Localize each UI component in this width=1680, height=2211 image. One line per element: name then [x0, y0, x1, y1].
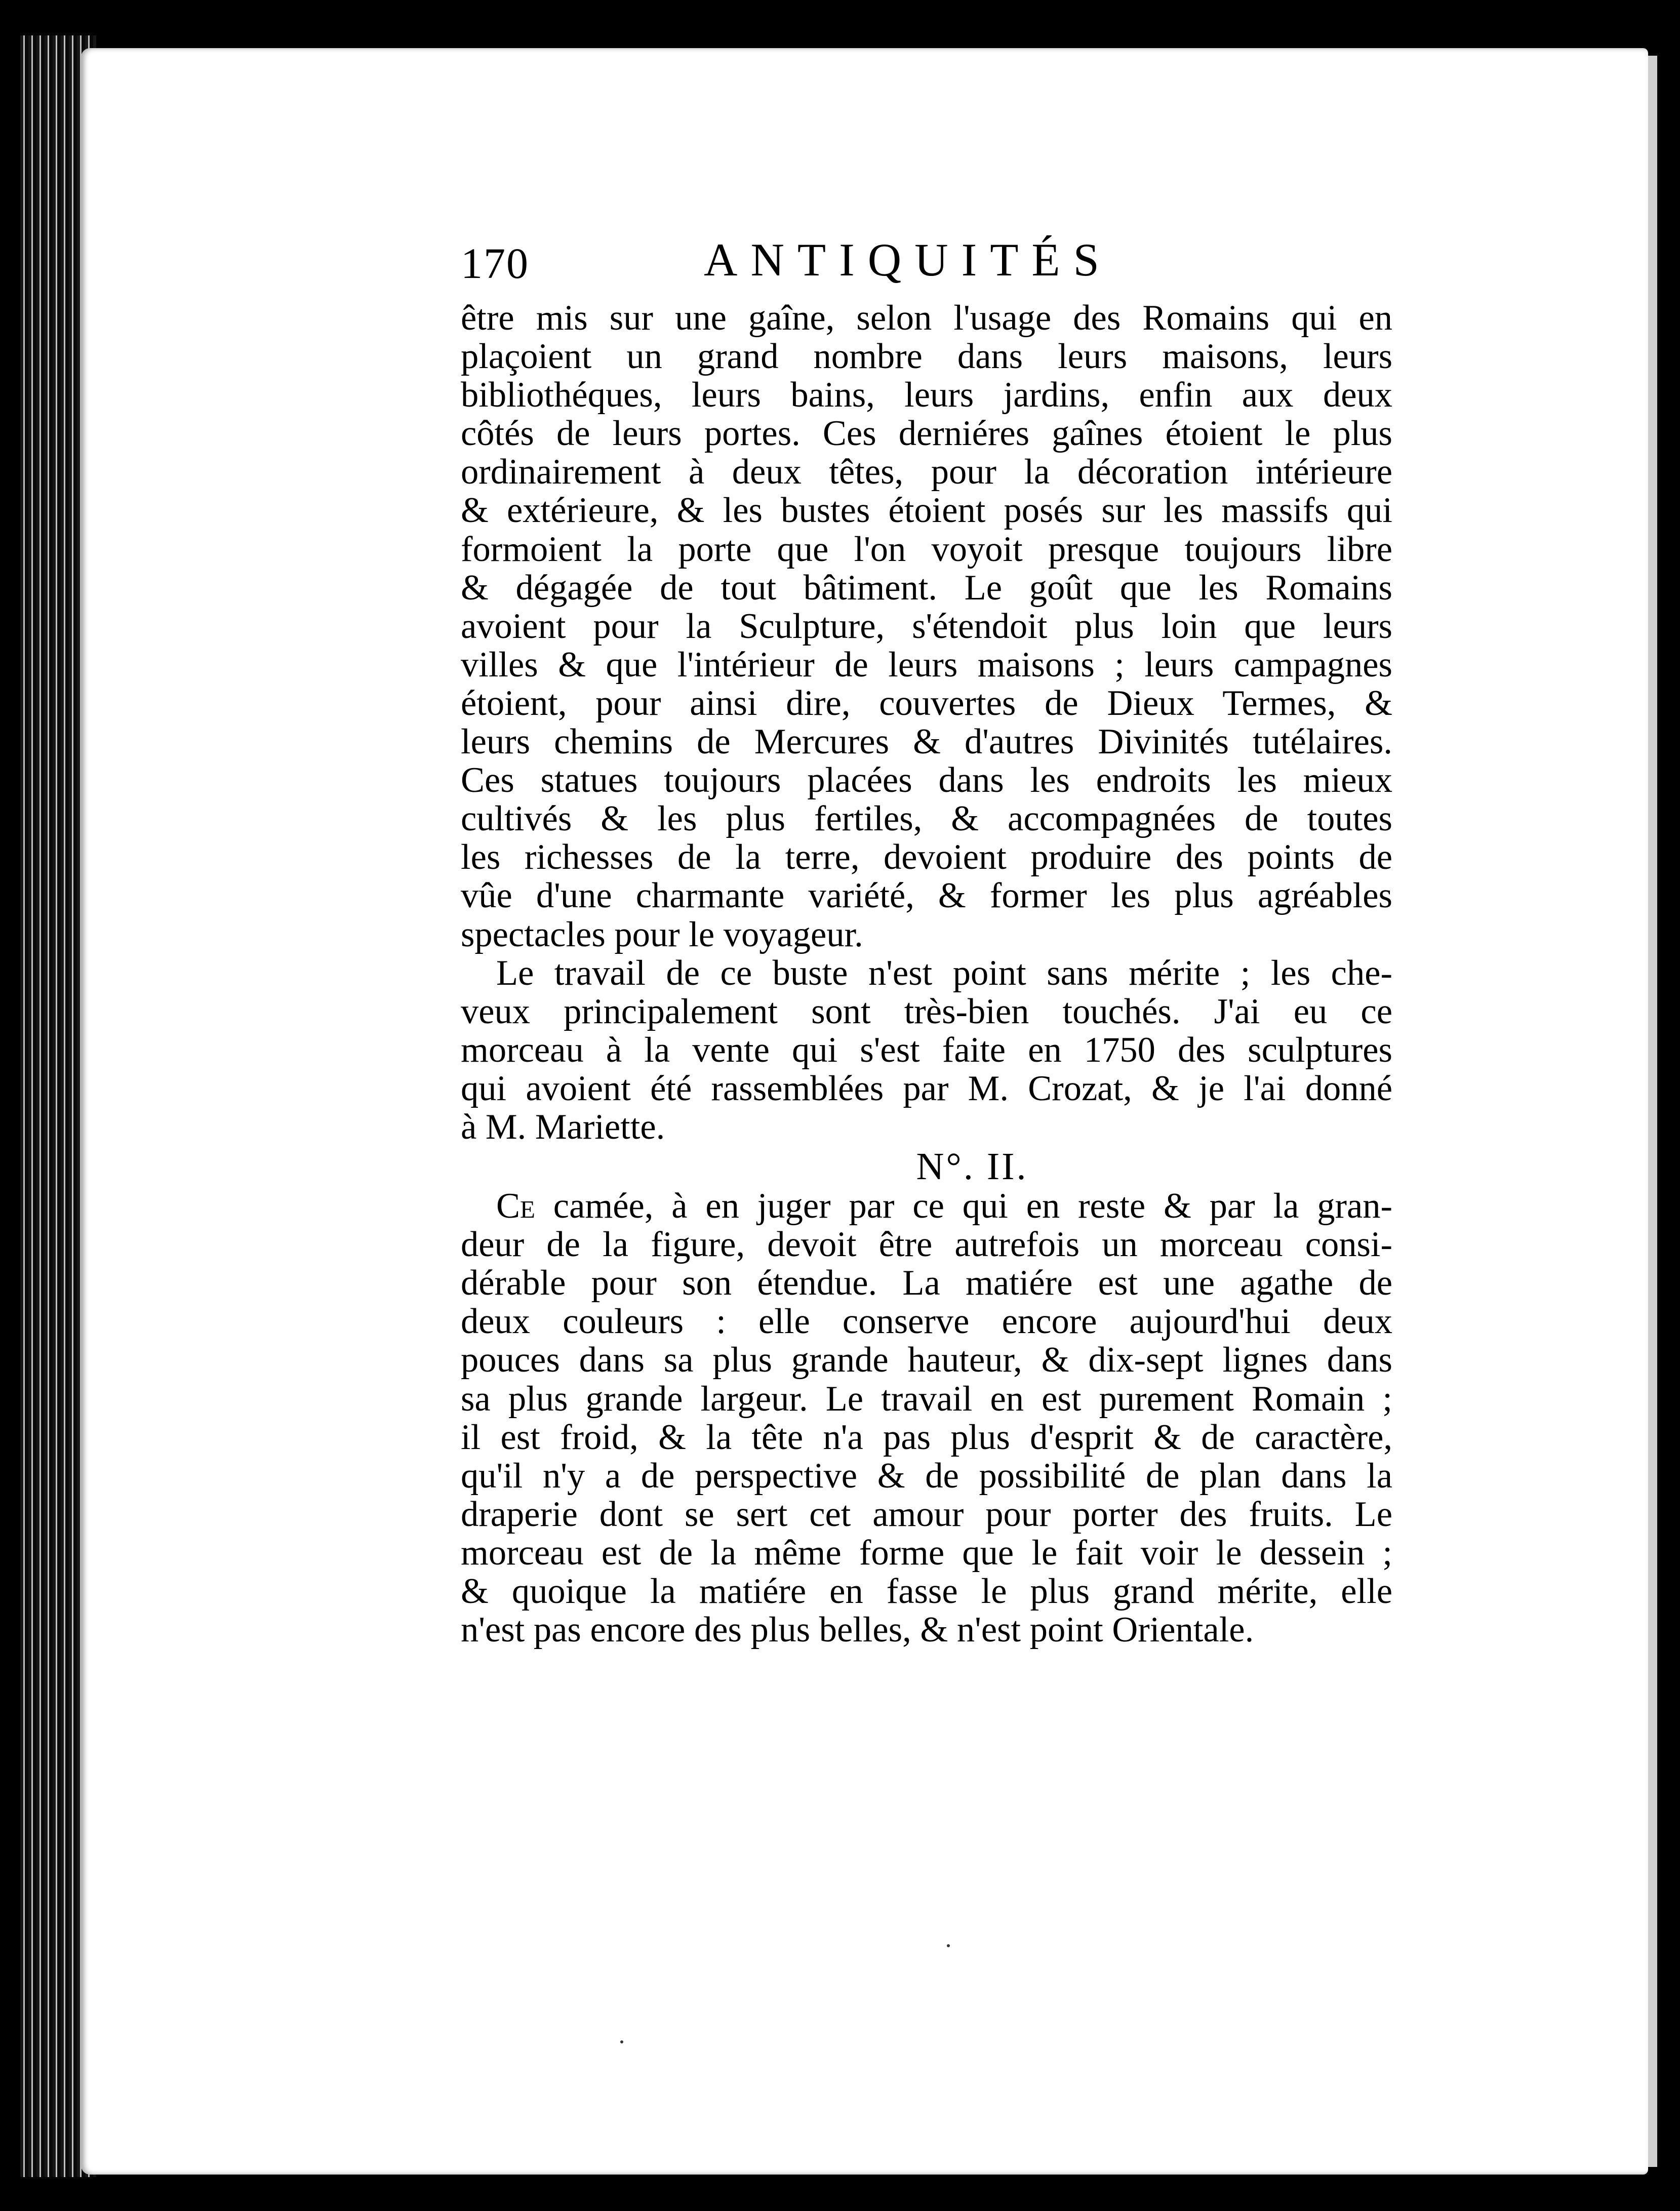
paragraph-3 [461, 1187, 1392, 1649]
text-line: avoient pour la Sculpture, s'étendoit plus loin que leurs [461, 606, 1392, 646]
text-line: qui avoient été rassemblées par M. Crozat, & je l'ai donné [461, 1068, 1392, 1108]
page-right-edge [1648, 56, 1657, 2167]
first-line-rest: camée, à en juger par ce qui en reste & par la gran- [535, 1186, 1392, 1226]
text-line: morceau à la vente qui s'est faite en 1750 des sculptures [461, 1030, 1392, 1070]
text-line: Le travail de ce buste n'est point sans mérite ; les che- [496, 953, 1392, 993]
text-line: Ces statues toujours placées dans les endroits les mieux [461, 760, 1392, 800]
paper-speck [620, 2040, 623, 2043]
text-line: côtés de leurs portes. Ces derniéres gaînes étoient le plus [461, 414, 1392, 454]
text-line: qu'il n'y a de perspective & de possibilité de plan dans la [461, 1456, 1392, 1496]
text-line: vûe d'une charmante variété, & former les plus agréables [461, 876, 1392, 916]
text-line: draperie dont se sert cet amour pour porter des fruits. Le [461, 1494, 1392, 1534]
text-line: formoient la porte que l'on voyoit presque toujours libre [461, 529, 1392, 569]
text-line: veux principalement sont très-bien touchés. J'ai eu ce [461, 991, 1392, 1031]
body-text [461, 299, 1392, 1649]
section-heading: N°. II. [916, 1145, 1028, 1188]
text-line: & extérieure, & les bustes étoient posés sur les massifs qui [461, 491, 1392, 531]
text-line: il est froid, & la tête n'a pas plus d'esprit & de caractère, [461, 1417, 1392, 1457]
page-header [461, 233, 1185, 294]
text-line: ordinairement à deux têtes, pour la décoration intérieure [461, 452, 1392, 492]
text-line: leurs chemins de Mercures & d'autres Divinités tutélaires. [461, 722, 1392, 762]
text-line: étoient, pour ainsi dire, couvertes de Dieux Termes, & [461, 683, 1392, 723]
text-line [461, 1187, 1392, 1225]
text-line: plaçoient un grand nombre dans leurs maisons, leurs [461, 337, 1392, 377]
text-line: les richesses de la terre, devoient produire des points de [461, 837, 1392, 877]
text-line: n'est pas encore des plus belles, & n'est point Orientale. [461, 1610, 1254, 1650]
drop-word: Ce [496, 1186, 535, 1226]
text-line: à M. Mariette. [461, 1107, 665, 1147]
running-title: ANTIQUITÉS [704, 234, 1112, 286]
text-line: morceau est de la même forme que le fait voir le dessein ; [461, 1533, 1392, 1573]
text-line: sa plus grande largeur. Le travail en est purement Romain ; [461, 1379, 1392, 1419]
text-line: cultivés & les plus fertiles, & accompagnées de toutes [461, 799, 1392, 839]
text-line: deur de la figure, devoit être autrefois un morceau consi- [461, 1225, 1392, 1265]
text-line: & quoique la matiére en fasse le plus grand mérite, elle [461, 1572, 1392, 1611]
text-line: pouces dans sa plus grande hauteur, & dix-sept lignes dans [461, 1340, 1392, 1380]
paragraph-2 [461, 954, 1392, 1146]
text-line: & dégagée de tout bâtiment. Le goût que les Romains [461, 568, 1392, 608]
paper-speck [947, 1944, 950, 1947]
text-line: deux couleurs : elle conserve encore aujourd'hui deux [461, 1302, 1392, 1342]
text-line: bibliothéques, leurs bains, leurs jardins, enfin aux deux [461, 375, 1392, 415]
text-line: être mis sur une gaîne, selon l'usage des Romains qui en [461, 298, 1392, 338]
text-line: villes & que l'intérieur de leurs maisons ; leurs campagnes [461, 645, 1392, 685]
page-number: 170 [461, 239, 529, 288]
text-line: spectacles pour le voyageur. [461, 914, 863, 954]
paragraph-1 [461, 299, 1392, 954]
text-line: dérable pour son étendue. La matiére est une agathe de [461, 1263, 1392, 1303]
